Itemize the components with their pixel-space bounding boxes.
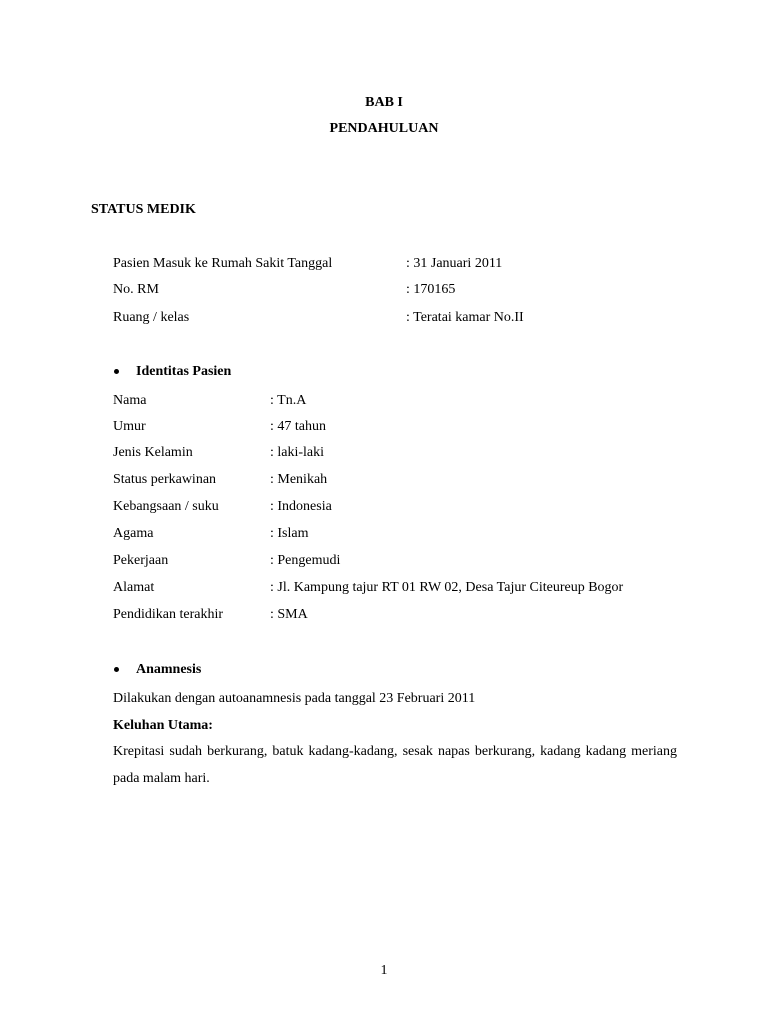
- identity-label: Umur: [113, 419, 146, 434]
- admission-date-value: : 31 Januari 2011: [406, 256, 503, 271]
- identity-label: Jenis Kelamin: [113, 445, 193, 460]
- admission-date-label: Pasien Masuk ke Rumah Sakit Tanggal: [113, 256, 333, 271]
- identity-label: Pendidikan terakhir: [113, 607, 224, 622]
- medical-record-value: : 170165: [406, 282, 456, 297]
- identity-value: : Jl. Kampung tajur RT 01 RW 02, Desa Tajur Citeureup Bogor: [270, 580, 624, 595]
- bullet-icon: [114, 667, 119, 672]
- chapter-title: PENDAHULUAN: [329, 121, 439, 136]
- identity-value: : SMA: [270, 607, 308, 622]
- identity-label: Agama: [113, 526, 154, 541]
- keluhan-utama-text: Krepitasi sudah berkurang, batuk kadang-kadang, sesak napas berkurang, kadang kadang meriang pada malam hari.: [113, 744, 677, 786]
- identity-value: : Islam: [270, 526, 309, 541]
- identity-value: : laki-laki: [270, 445, 325, 460]
- identity-label: Pekerjaan: [113, 553, 169, 568]
- chapter-label: BAB I: [365, 95, 403, 110]
- section-title: STATUS MEDIK: [91, 202, 196, 217]
- identity-value: : Tn.A: [270, 393, 307, 408]
- anamnesis-heading: Anamnesis: [136, 662, 202, 677]
- identitas-heading: Identitas Pasien: [136, 364, 232, 379]
- identity-value: : 47 tahun: [270, 419, 326, 434]
- identity-value: : Indonesia: [270, 499, 332, 514]
- medical-record-label: No. RM: [113, 282, 159, 297]
- identity-label: Alamat: [113, 580, 155, 595]
- bullet-icon: [114, 369, 119, 374]
- identity-label: Nama: [113, 393, 147, 408]
- anamnesis-intro: Dilakukan dengan autoanamnesis pada tanggal 23 Februari 2011: [113, 691, 476, 706]
- room-value: : Teratai kamar No.II: [406, 310, 524, 325]
- identity-value: : Menikah: [270, 472, 328, 487]
- identity-label: Kebangsaan / suku: [113, 499, 219, 514]
- identity-value: : Pengemudi: [270, 553, 341, 568]
- page-number: 1: [380, 963, 388, 978]
- room-label: Ruang / kelas: [113, 310, 190, 325]
- identity-label: Status perkawinan: [113, 472, 217, 487]
- keluhan-utama-label: Keluhan Utama:: [113, 718, 213, 733]
